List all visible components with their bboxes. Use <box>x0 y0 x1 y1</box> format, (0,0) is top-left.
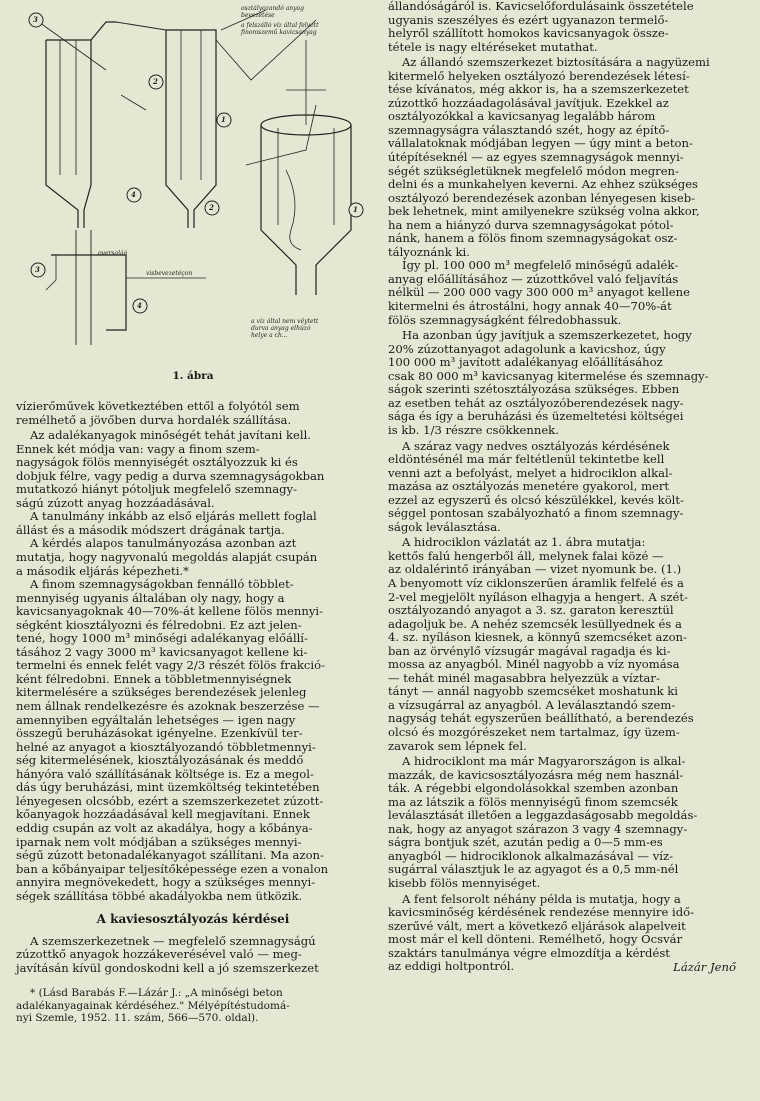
figure-number: 1 <box>353 205 358 214</box>
figure-number: 2 <box>209 203 214 212</box>
section-heading: A kaviesosztályozás kérdései <box>96 912 290 927</box>
paragraph: Így pl. 100 000 m³ megfelelő minőségű adalék- anyag előállításához — zúzottkővel való feljavítás nélkül — 200 000 vagy 300 000 m³ anyagot kellene kitermelni és átrostálni, hogy annak 40—70%-át fölös szemnagyságként félredobhassuk. <box>388 258 690 327</box>
figure-number: 2 <box>153 77 158 86</box>
figure-label-bottom: a víz által nem vêytett durva anyag elhúzó helye a ch... <box>251 318 319 339</box>
figure-number: 4 <box>131 190 136 199</box>
figure-label-inlet: visbevezetéçon <box>146 270 193 277</box>
paragraph: A hidrociklon vázlatát az 1. ábra mutatja: kettős falú hengerből áll, melynek falai közé — az oldalérintő irányában — vizet nyomunk be. (1.) A benyomott víz ciklonszerűen áramlik felfelé és a 2-vel megjelölt nyíláson elhagyja a hengert. A szét- osztályozandó anyagot a 3. sz. garaton keresztül adagoljuk be. A nehéz szemcsék lesüllyednek és a 4. sz. nyíláson kiesnek, a könnyű szemcséket azon- ban az örvénylő vízsugár magával ragadja és ki- mossa az anyagból. Minél nagyobb a víz nyomása — tehát minél magasabbra helyezzük a víztar- tányt — annál nagyobb szemcséket moshatunk ki a vízsugárral az anyagból. A leválasztandó szem- nagyság tehát egyszerűen beállítható, a berendezés olcsó és mozgórészeket nem tartalmaz, így üzem- zavarok sem lépnek fel. <box>388 535 694 753</box>
paragraph: A finom szemnagyságokban fennálló többlet- mennyiség ugyanis általában oly nagy, hogy a kavicsanyagoknak 40—70%-át kellene fölös mennyi- ségként kiosztályozni és félredobni. Ez azt jelen- tené, hogy 1000 m³ minőségi adalékanyag előállí- tásához 2 vagy 3000 m³ kavicsanyagot kellene ki- termelni és ennek felét vagy 2/3 részét fölös frakció- ként félredobni. Ennek a többletmennyiségnek kitermelésére a szükséges berendezések jelenleg nem állnak rendelkezésre és azoknak beszerzése — amennyiben egyáltalán lehetséges — igen nagy összegű beruházásokat igényelne. Ezenkívül ter- helné az anyagot a kiosztályozandó többletmennyi- ség kitermelésének, kiosztályozásának és meddő hányóra való szállításának költsége is. Ez a megol- dás úgy beruházási, mint üzemköltség tekintetében lényegesen olcsóbb, ezért a szemszerkezetet zúzott- kőanyagok hozzáadásával kell megjavítani. Ennek eddig csupán az volt az akadálya, hogy a kőbánya- iparnak nem volt módjában a szükséges mennyi- ségű zúzott betonadalékanyagot szállítani. Ma azon- ban a kőbányaipar teljesítőképessége ezen a vonalon annyira megnövekedett, hogy a szükséges mennyi- ségek szállítása többé akadályokba nem ütközik. <box>16 577 329 903</box>
paragraph: vízierőművek következtében ettől a folyótól sem remélhető a jövőben durva hordalék szállítása. <box>16 399 300 427</box>
left-column <box>16 0 370 1025</box>
hydrocyclone-diagram <box>16 0 370 370</box>
paragraph: A fent felsorolt néhány példa is mutatja, hogy a kavicsminőség kérdésének rendezése mennyire idő- szerűvé vált, mert a következő eljárások alapelveit most már el kell dönteni. Remélhető, hogy Ócsvár szaktárs tanulmánya végre elmozdítja a kérdést az eddigi holtpontról. <box>388 891 695 974</box>
figure-number: 1 <box>221 115 226 124</box>
paragraph: A száraz vagy nedves osztályozás kérdésének eldöntésénél ma már feltétlenül tekintetbe kell venni azt a befolyást, melyet a hidrociklon alkal- mazása az osztályozás menetére gyakorol, mert ezzel az egyszerű és olcsó készülékkel, kevés költ- séggel pontosan szabályozható a finom szemnagy- ságok leválasztása. <box>388 438 684 534</box>
paragraph: Ha azonban úgy javítjuk a szemszerkezetet, hogy 20% zúzottanyagot adagolunk a kavicshoz, úgy 100 000 m³ javított adalékanyag előállításához csak 80 000 m³ kavicsanyag kitermelése és szemnagy- ságok szerinti szétosztályozása szükséges. Ebben az esetben tehát az osztályozóberendezések nagy- sága és így a beruházási és üzemeltetési költségei is kb. 1/3 részre csökkennek. <box>388 328 709 437</box>
footnote: * (Lásd Barabás F.—Lázár J.: „A minőségi beton adalékanyagainak kérdéséhez." Mélyépítéstudomá- nyi Szemle, 1952. 11. szám, 566—570. oldal). <box>16 987 290 1025</box>
figure-1 <box>16 0 370 400</box>
paragraph: Az adalékanyagok minőségét tehát javítani kell. Ennek két módja van: vagy a finom szem- nagyságok fölös mennyiségét osztályozzuk ki és dobjuk félre, vagy pedig a durva szemnagyságokban mutatkozó hiányt pótoljuk megfelelő szemnagy- ságú zúzott anyag hozzáadásával. <box>16 428 325 510</box>
figure-number: 3 <box>33 15 38 24</box>
paragraph: A szemszerkezetnek — megfelelő szemnagyságú zúzottkő anyagok hozzákeverésével való — meg- javításán kívül gondoskodni kell a jó szemszerkezet <box>16 933 319 975</box>
figure-number: 3 <box>35 265 40 274</box>
right-column <box>388 0 746 974</box>
paragraph: A tanulmány inkább az első eljárás mellett foglal állást és a második módszert drágának tartja. <box>16 509 317 537</box>
figure-label-overflow: oversaláó <box>98 250 128 257</box>
figure-label-top-b: a felszálló víz által felvett finomszemű kavicsanyag <box>241 22 319 36</box>
paragraph: A kérdés alapos tanulmányozása azonban azt mutatja, hogy nagyvonalú megoldás alapját csupán a második eljárás képezheti.* <box>16 536 318 578</box>
paragraph: Az állandó szemszerkezet biztosítására a nagyüzemi kitermelő helyeken osztályozó berendezések létesí- tése kívánatos, még akkor is, ha a szemszerkezetet zúzottkő hozzáadagolásával javítjuk. Ezekkel az osztályozókkal a kavicsanyag legalább három szemnagyságra választandó szét, hogy az építő- vállalatoknak módjában legyen — úgy mint a beton- útépítéseknél — az egyes szemnagyságok mennyi- ségét szükségletüknek megfelelő módon megren- delni és a munkahelyen keverni. Az ehhez szükséges osztályozó berendezések azonban lényegesen kiseb- bek lehetnek, mint amilyenekre szükség volna akkor, ha nem a hiányzó durva szemnagyságokat pótol- nánk, hanem a fölös finom szemnagyságokat osz- tályoznánk ki. <box>388 55 710 259</box>
figure-caption: 1. ábra <box>172 370 214 382</box>
paragraph: A hidrociklont ma már Magyarországon is alkal- mazzák, de kavicsosztályozásra még nem használ- ták. A régebbi elgondolásokkal szemben azonban ma az látszik a fölös mennyiségű finom szemcsék leválasztását illetően a leggazdaságosabb megoldás- nak, hogy az anyagot szárazon 3 vagy 4 szemnagy- ságra bontjuk szét, azután pedig a 0—5 mm-es anyagból — hidrociklonok alkalmazásával — víz- sugárral választjuk le az agyagot és a 0,5 mm-nél kisebb fölös mennyiséget. <box>388 754 698 890</box>
figure-label-top: osztályozandó anyag bevezetése <box>241 5 304 19</box>
paragraph: állandóságáról is. Kavicselőfordulásaink összetétele ugyanis szeszélyes és ezért ugyanazon termelő- helyről szállított homokos kavicsanyagok össze- tétele is nagy eltéréseket mutathat. <box>388 0 694 54</box>
figure-number: 4 <box>137 301 142 310</box>
author-signature: Lázár Jenő <box>673 959 736 974</box>
